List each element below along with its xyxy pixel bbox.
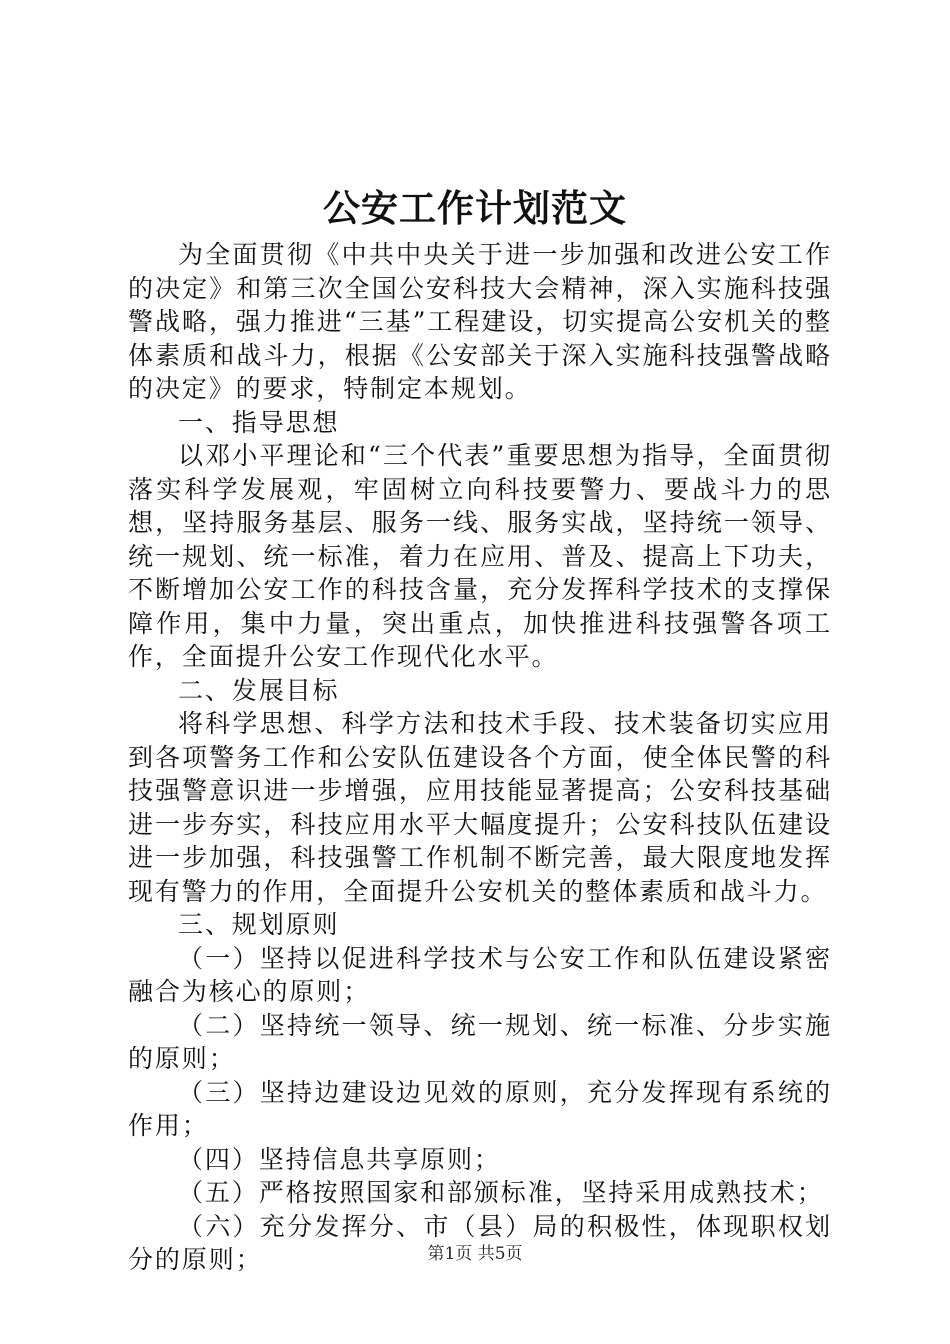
guiding-thought-paragraph: 以邓小平理论和“三个代表”重要思想为指导，全面贯彻落实科学发展观，牢固树立向科技要警力、要战斗力的思想，坚持服务基层、服务一线、服务实战，坚持统一领导、统一规划、统一标准，着力在应用、普及、提高上下功夫，不断增加公安工作的科技含量，充分发挥科学技术的支撑保障作用，集中力量，突出重点，加快推进科技强警各项工作，全面提升公安工作现代化水平。 (128, 441, 832, 671)
intro-paragraph: 为全面贯彻《中共中央关于进一步加强和改进公安工作的决定》和第三次全国公安科技大会精神，深入实施科技强警战略，强力推进“三基”工程建设，切实提高公安机关的整体素质和战斗力，根据《公安部关于深入实施科技强警战略的决定》的要求，特制定本规划。 (128, 240, 832, 403)
document-body (128, 238, 832, 1277)
principle-item-6: （六）充分发挥分、市（县）局的积极性，体现职权划分的原则； (128, 1211, 832, 1274)
page-number-footer: 第1页 共5页 (427, 1244, 523, 1264)
development-goals-paragraph: 将科学思想、科学方法和技术手段、技术装备切实应用到各项警务工作和公安队伍建设各个方面，使全体民警的科技强警意识进一步增强，应用技能显著提高；公安科技基础进一步夯实，科技应用水平大幅度提升；公安科技队伍建设进一步加强，科技强警工作机制不断完善，最大限度地发挥现有警力的作用，全面提升公安机关的整体素质和战斗力。 (128, 709, 832, 906)
principle-item-5: （五）严格按照国家和部颁标准，坚持采用成熟技术； (178, 1178, 824, 1207)
principle-item-2: （二）坚持统一领导、统一规划、统一标准、分步实施的原则； (128, 1010, 832, 1073)
document-title: 公安工作计划范文 (323, 186, 627, 230)
section-heading-planning-principles: 三、规划原则 (178, 910, 340, 939)
section-heading-development-goals: 二、发展目标 (178, 675, 340, 705)
principle-item-3: （三）坚持边建设边见效的原则，充分发挥现有系统的作用； (128, 1077, 832, 1140)
principle-item-1: （一）坚持以促进科学技术与公安工作和队伍建设紧密融合为核心的原则； (128, 943, 832, 1006)
section-heading-guiding-thought: 一、指导思想 (178, 407, 340, 437)
principle-item-4: （四）坚持信息共享原则； (178, 1144, 501, 1174)
